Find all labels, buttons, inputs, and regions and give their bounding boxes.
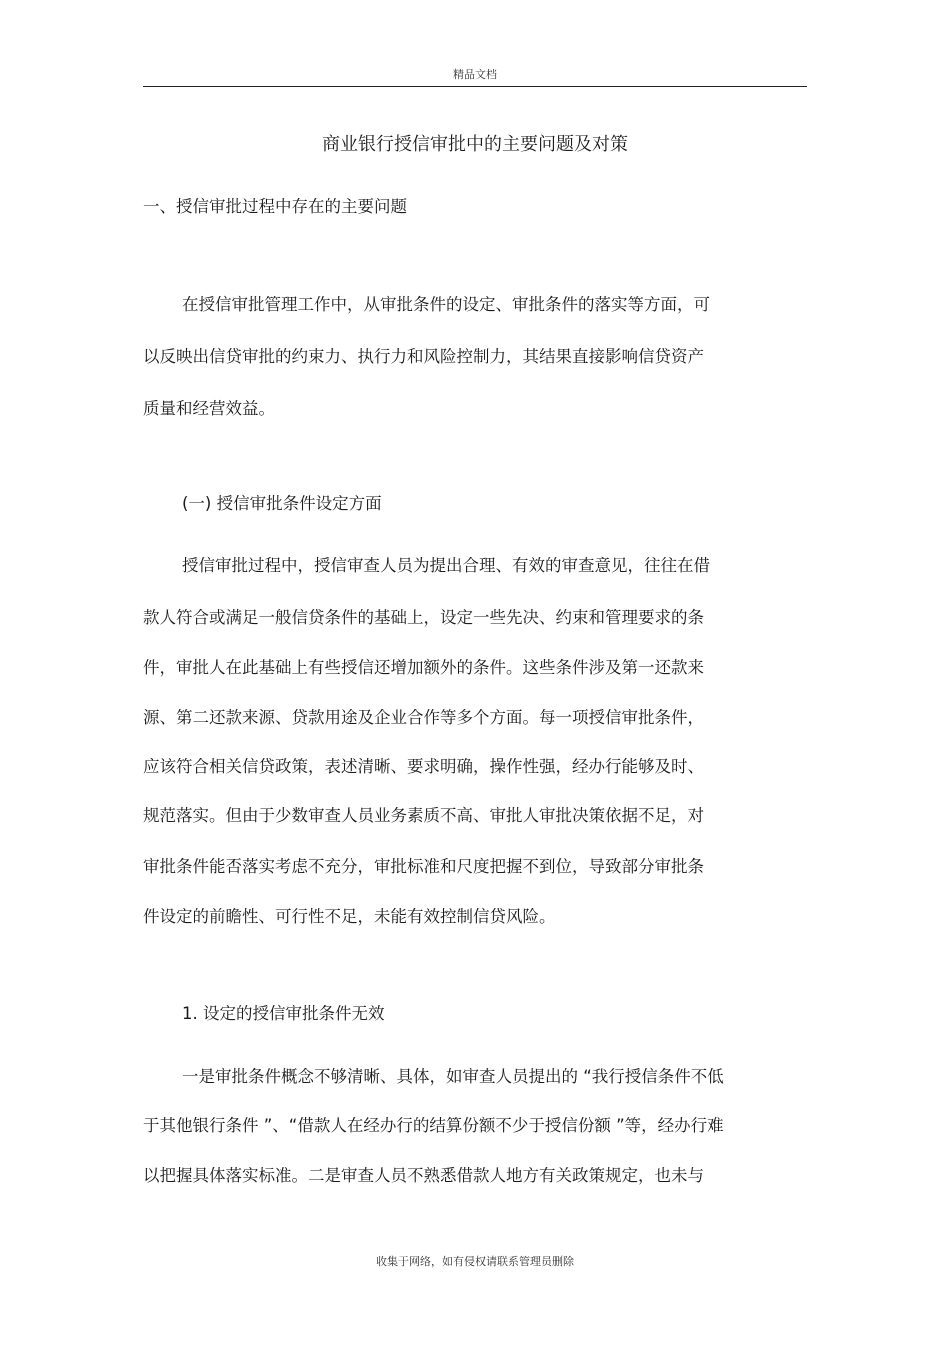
paragraph-line: 一是审批条件概念不够清晰、具体，如审查人员提出的 “我行授信条件不低: [182, 1067, 724, 1086]
subsection-heading: (一) 授信审批条件设定方面: [182, 494, 382, 513]
header-divider: [143, 86, 807, 87]
paragraph-line: 应该符合相关信贷政策，表述清晰、要求明确，操作性强，经办行能够及时、: [143, 757, 704, 776]
page-footer: 收集于网络，如有侵权请联系管理员删除: [376, 1255, 574, 1268]
paragraph-line: 授信审批过程中，授信审查人员为提出合理、有效的审查意见，往往在借: [182, 556, 710, 575]
document-title: 商业银行授信审批中的主要问题及对策: [322, 134, 628, 155]
paragraph-line: 审批条件能否落实考虑不充分，审批标准和尺度把握不到位，导致部分审批条: [143, 857, 704, 876]
paragraph-line: 以反映出信贷审批的约束力、执行力和风险控制力，其结果直接影响信贷资产: [143, 347, 704, 366]
paragraph-line: 规范落实。但由于少数审查人员业务素质不高、审批人审批决策依据不足，对: [143, 806, 704, 825]
page-header-label: 精品文档: [453, 68, 497, 81]
paragraph-line: 源、第二还款来源、贷款用途及企业合作等多个方面。每一项授信审批条件，: [143, 708, 704, 727]
paragraph-line: 质量和经营效益。: [143, 399, 275, 418]
paragraph-line: 以把握具体落实标准。二是审查人员不熟悉借款人地方有关政策规定，也未与: [143, 1166, 704, 1185]
paragraph-line: 于其他银行条件 ”、“借款人在经办行的结算份额不少于授信份额 ”等，经办行难: [143, 1116, 724, 1135]
paragraph-line: 在授信审批管理工作中，从审批条件的设定、审批条件的落实等方面，可: [182, 295, 710, 314]
paragraph-line: 件设定的前瞻性、可行性不足，未能有效控制信贷风险。: [143, 907, 556, 926]
paragraph-line: 件，审批人在此基础上有些授信还增加额外的条件。这些条件涉及第一还款来: [143, 658, 704, 677]
point-heading: 1. 设定的授信审批条件无效: [182, 1004, 385, 1023]
section-heading: 一、授信审批过程中存在的主要问题: [143, 197, 407, 216]
paragraph-line: 款人符合或满足一般信贷条件的基础上，设定一些先决、约束和管理要求的条: [143, 608, 704, 627]
